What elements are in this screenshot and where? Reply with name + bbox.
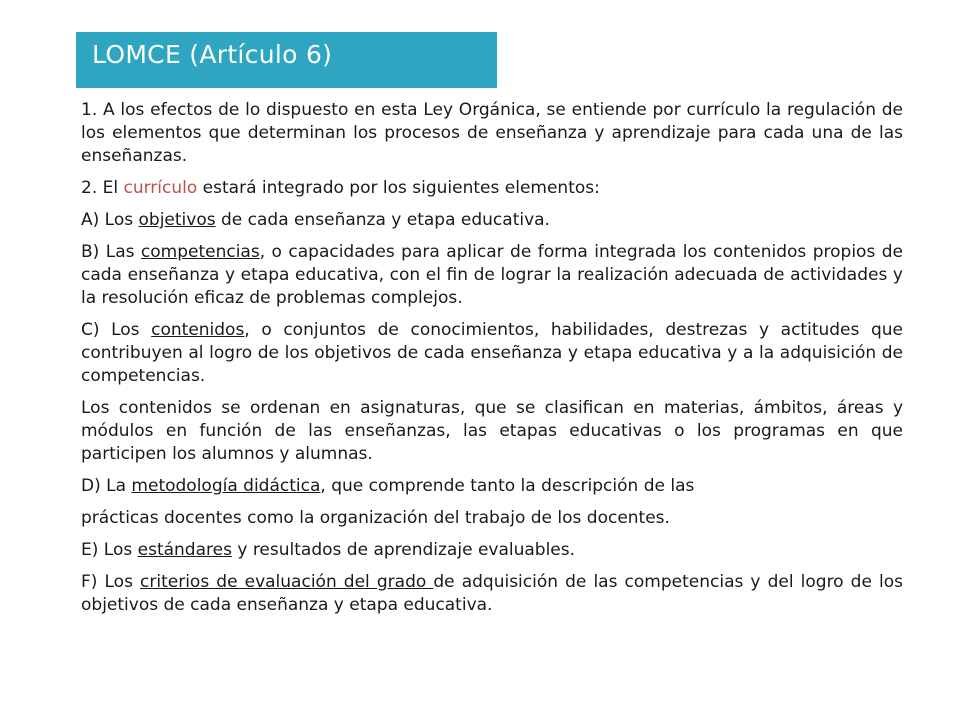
item-a-lead: A) Los (81, 210, 139, 230)
paragraph-1: 1. A los efectos de lo dispuesto en esta Ley Orgánica, se entiende por currículo la regulación de los elementos que determinan los procesos de enseñanza y aprendizaje para cada una de las enseñanzas. (81, 100, 903, 166)
item-c-lead: C) Los (81, 320, 152, 340)
item-d-continuation: prácticas docentes como la organización del trabajo de los docentes. (81, 508, 670, 528)
item-a-rest: de cada enseñanza y etapa educativa. (215, 210, 550, 230)
item-e (81, 539, 903, 562)
paragraph-2 (81, 177, 903, 200)
paragraph-2-rest: estará integrado por los siguientes elementos: (197, 178, 600, 198)
slide-body (81, 99, 903, 626)
item-d (81, 475, 903, 498)
term-metodologia: metodología didáctica (131, 476, 321, 496)
title-bar (76, 32, 497, 88)
item-c-rest: , o conjuntos de conocimientos, habilidades, destrezas y actitudes que contribuyen al logro de los objetivos de cada enseñanza y etapa educativa y a la adquisición de competencias. (81, 320, 903, 386)
term-competencias: competencias (140, 242, 260, 262)
term-objetivos: objetivos (138, 210, 216, 230)
term-contenidos: contenidos (151, 320, 245, 340)
slide-title: LOMCE (Artículo 6) (92, 40, 333, 69)
item-d-rest: , que comprende tanto la descripción de las (320, 476, 695, 496)
item-d-lead: D) La (81, 476, 132, 496)
term-criterios: criterios de evaluación del grado (140, 572, 434, 592)
item-b-lead: B) Las (81, 242, 141, 262)
item-f (81, 571, 903, 617)
item-c (81, 319, 903, 388)
item-f-lead: F) Los (81, 572, 141, 592)
item-a (81, 209, 903, 232)
term-estandares: estándares (137, 540, 232, 560)
item-e-lead: E) Los (81, 540, 138, 560)
term-curriculo: currículo (123, 178, 198, 198)
item-f-rest: de adquisición de las competencias y del logro de los objetivos de cada enseñanza y etapa educativa. (81, 572, 903, 615)
item-b (81, 241, 903, 310)
item-e-rest: y resultados de aprendizaje evaluables. (231, 540, 576, 560)
item-b-rest: , o capacidades para aplicar de forma integrada los contenidos propios de cada enseñanza y etapa educativa, con el fin de lograr la realización adecuada de actividades y la resolución eficaz de problemas complejos. (81, 242, 903, 308)
paragraph-2-lead: 2. El (81, 178, 124, 198)
item-c-continuation: Los contenidos se ordenan en asignaturas, que se clasifican en materias, ámbitos, áreas y módulos en función de las enseñanzas, las etapas educativas o los programas en que participen los alumnos y alumnas. (81, 398, 903, 464)
